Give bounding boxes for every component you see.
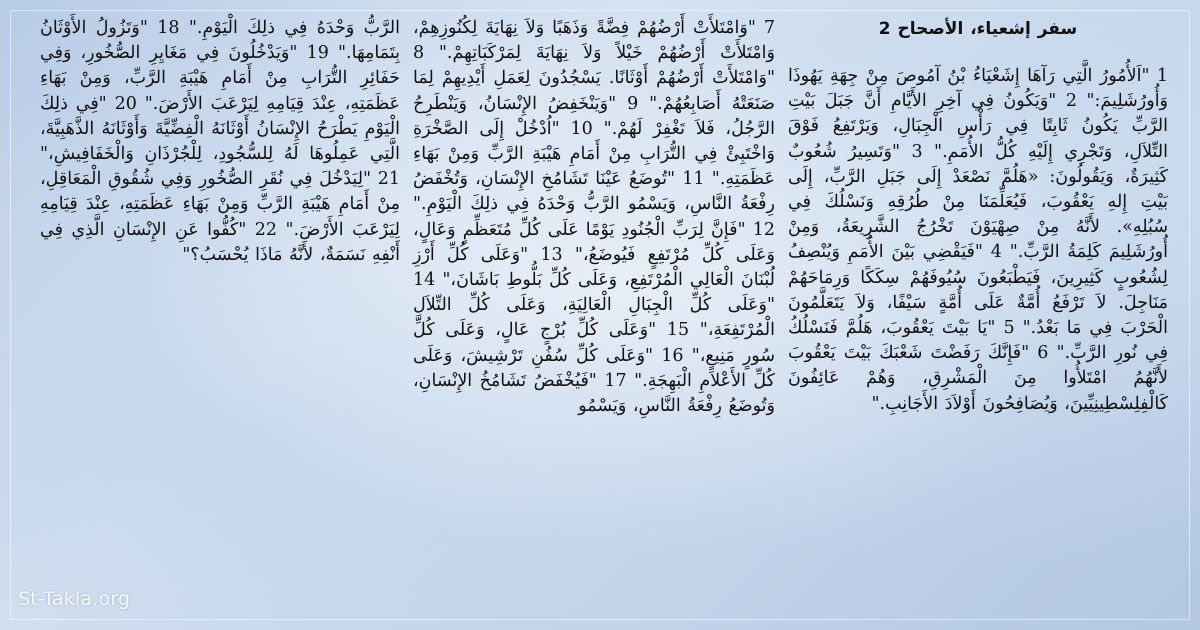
- page-title: سفر إشعياء، الأصحاح 2: [878, 19, 1078, 39]
- column-left: [40, 16, 400, 268]
- column-middle-text: 7 "وَامْتَلأَتْ أَرْضُهُمْ فِضَّةً وَذَهَبًا وَلاَ نِهَايَةَ لِكُنُوزِهِمْ، وَامْتَلأَتْ أَرْضُهُمْ خَيْلاً وَلاَ نِهَايَةَ لِمَرْكَبَاتِهِمْ." 8 "وَامْتَلأَتْ أَرْضُهُمْ أَوْثَانًا. يَسْجُدُونَ لِعَمَلِ أَيْدِيهِمْ لِمَا صَنَعَتْهُ أَصَابِعُهُمْ." 9 "وَيَنْخَفِضُ الإِنْسَانُ، وَيَنْطَرِحُ الرَّجُلُ، فَلاَ تَغْفِرْ لَهُمْ." 10 "اُدْخُلْ إِلَى الصَّخْرَةِ وَاخْتَبِئْ فِي التُّرَابِ مِنْ أَمَامِ هَيْبَةِ الرَّبِّ وَمِنْ بَهَاءِ عَظَمَتِهِ." 11 "تُوضَعُ عَيْنَا تَشَامُخِ الإِنْسَانِ، وَتُخْفَضُ رِفْعَةُ النَّاسِ، وَيَسْمُو الرَّبُّ وَحْدَهُ فِي ذلِكَ الْيَوْمِ." 12 "فَإِنَّ لِرَبِّ الْجُنُودِ يَوْمًا عَلَى كُلِّ مُتَعَظِّمٍ وَعَالٍ، وَعَلَى كُلِّ مُرْتَفِعٍ فَيُوضَعُ،" 13 "وَعَلَى كُلِّ أَرْزِ لُبْنَانَ الْعَالِي الْمُرْتَفِعِ، وَعَلَى كُلِّ بَلُّوطِ بَاشَانَ،" 14 "وَعَلَى كُلِّ الْجِبَالِ الْعَالِيَةِ، وَعَلَى كُلِّ التِّلاَلِ الْمُرْتَفِعَةِ،" 15 "وَعَلَى كُلِّ بُرْجٍ عَالٍ، وَعَلَى كُلِّ سُورٍ مَنِيعٍ،" 16 "وَعَلَى كُلِّ سُفُنِ تَرْشِيشَ، وَعَلَى كُلِّ الأَعْلاَمِ الْبَهِجَةِ." 17 "فَيُخْفَضُ تَشَامُخُ الإِنْسَانِ، وَتُوضَعُ رِفْعَةُ النَّاسِ، وَيَسْمُو: [413, 18, 776, 417]
- column-right-text: 1 "اَلأُمُورُ الَّتِي رَآهَا إِشَعْيَاءُ بْنُ آمُوصَ مِنْ جِهَةِ يَهُوذَا وَأُورُشَلِيمَ:" 2 "وَيَكُونُ فِي آخِرِ الأَيَّامِ أَنَّ جَبَلَ بَيْتِ الرَّبِّ يَكُونُ ثَابِتًا فِي رَأْسِ الْجِبَالِ، وَيَرْتَفِعُ فَوْقَ التِّلاَلِ، وَتَجْرِي إِلَيْهِ كُلُّ الأُمَمِ." 3 "وَتَسِيرُ شُعُوبٌ كَثِيرَةٌ، وَيَقُولُونَ: «هَلُمَّ نَصْعَدْ إِلَى جَبَلِ الرَّبِّ، إِلَى بَيْتِ إِلهِ يَعْقُوبَ، فَيُعَلِّمَنَا مِنْ طُرُقِهِ وَنَسْلُكَ فِي سُبُلِهِ». لأَنَّهُ مِنْ صِهْيَوْنَ تَخْرُجُ الشَّرِيعَةُ، وَمِنْ أُورُشَلِيمَ كَلِمَةُ الرَّبِّ." 4 "فَيَقْضِي بَيْنَ الأُمَمِ وَيُنْصِفُ لِشُعُوبٍ كَثِيرِينَ، فَيَطْبَعُونَ سُيُوفَهُمْ سِكَكًا وَرِمَاحَهُمْ مَنَاجِلَ. لاَ تَرْفَعُ أُمَّةٌ عَلَى أُمَّةٍ سَيْفًا، وَلاَ يَتَعَلَّمُونَ الْحَرْبَ فِي مَا بَعْدُ." 5 "يَا بَيْتَ يَعْقُوبَ، هَلُمَّ فَنَسْلُكُ فِي نُورِ الرَّبِّ." 6 "فَإِنَّكَ رَفَضْتَ شَعْبَكَ بَيْتَ يَعْقُوبَ لأَنَّهُمُ امْتَلأُوا مِنَ الْمَشْرِقِ، وَهُمْ عَائِفُونَ كَالْفِلِسْطِينِيِّينَ، وَيُصَافِحُونَ أَوْلاَدَ الأَجَانِبِ.": [788, 66, 1169, 414]
- column-right: [788, 16, 1168, 417]
- column-middle: [413, 16, 775, 419]
- watermark-logo-text: St-Takla.org: [18, 588, 131, 610]
- column-left-text: الرَّبُّ وَحْدَهُ فِي ذلِكَ الْيَوْمِ." 18 "وَتَزُولُ الأَوْثَانُ بِتَمَامِهَا." 19 "وَيَدْخُلُونَ فِي مَغَايِرِ الصُّخُورِ، وَفِي حَفَائِرِ التُّرَابِ مِنْ أَمَامِ هَيْبَةِ الرَّبِّ، وَمِنْ بَهَاءِ عَظَمَتِهِ، عِنْدَ قِيَامِهِ لِيَرْعَبَ الأَرْضَ." 20 "فِي ذلِكَ الْيَوْمِ يَطْرَحُ الإِنْسَانُ أَوْثَانَهُ الْفِضِّيَّةَ وَأَوْثَانَهُ الذَّهَبِيَّةَ، الَّتِي عَمِلُوهَا لَهُ لِلسُّجُودِ، لِلْجُرْذَانِ وَالْخَفَافِيشِ،" 21 "لِيَدْخُلَ فِي نُقَرِ الصُّخُورِ وَفِي شُقُوقِ الْمَعَاقِلِ، مِنْ أَمَامِ هَيْبَةِ الرَّبِّ وَمِنْ بَهَاءِ عَظَمَتِهِ، عِنْدَ قِيَامِهِ لِيَرْعَبَ الأَرْضَ." 22 "كُفُّوا عَنِ الإِنْسَانِ الَّذِي فِي أَنْفِهِ نَسَمَةٌ، لأَنَّهُ مَاذَا يُحْسَبُ؟": [40, 18, 400, 265]
